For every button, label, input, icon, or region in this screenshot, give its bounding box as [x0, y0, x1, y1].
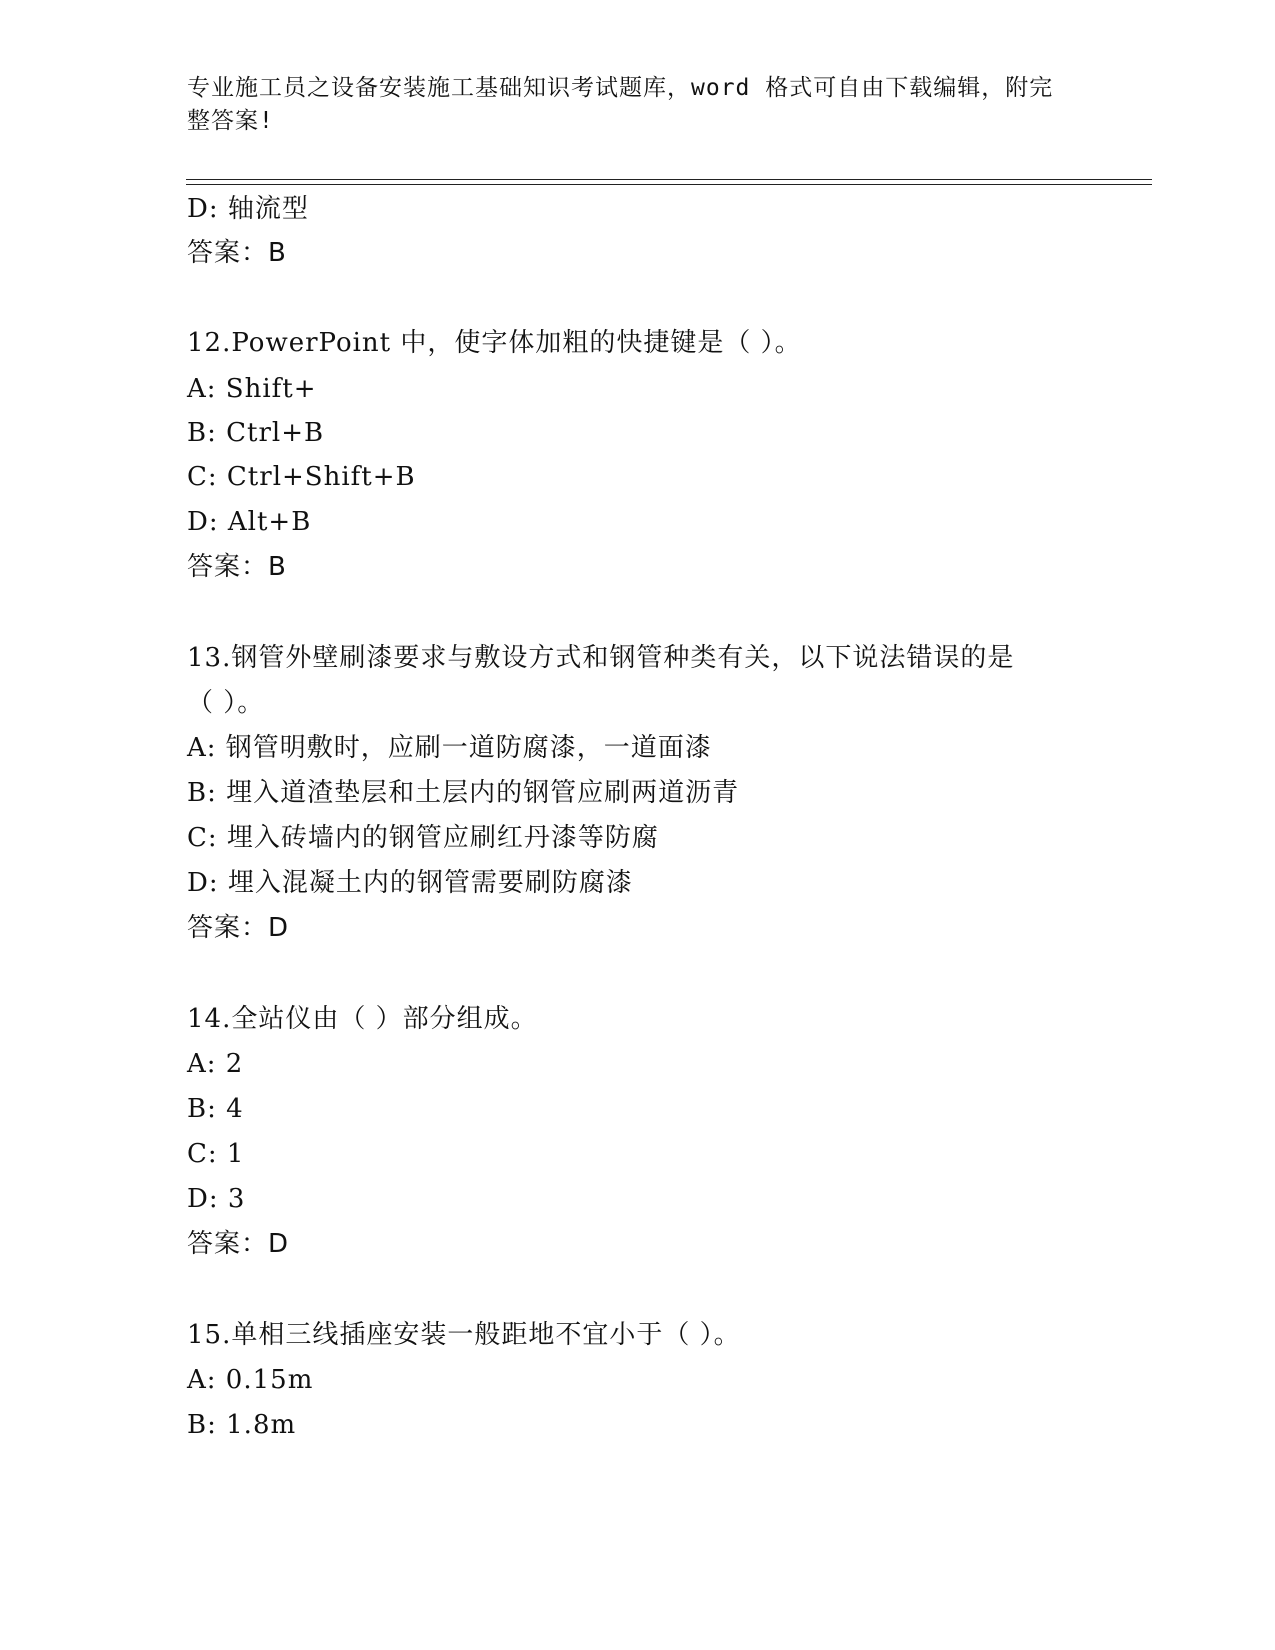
q12-option-a: A: Shift+: [187, 374, 317, 404]
header-line-1: 专业施工员之设备安装施工基础知识考试题库，word 格式可自由下载编辑，附完: [187, 75, 1054, 101]
q12-option-c: C: Ctrl+Shift+B: [187, 462, 416, 492]
q14-answer: 答案：D: [187, 1229, 290, 1259]
q13-answer: 答案：D: [187, 913, 290, 943]
q13-question-line-1: 13.钢管外壁刷漆要求与敷设方式和钢管种类有关，以下说法错误的是: [187, 643, 1015, 673]
q13-option-c: C: 埋入砖墙内的钢管应刷红丹漆等防腐: [187, 823, 659, 853]
q14-option-d: D: 3: [187, 1184, 246, 1214]
q14-option-c: C: 1: [187, 1139, 245, 1169]
q15-option-b: B: 1.8m: [187, 1410, 297, 1440]
q13-option-a: A: 钢管明敷时，应刷一道防腐漆，一道面漆: [187, 733, 712, 763]
q11-option-d: D: 轴流型: [187, 194, 309, 224]
header-rule-top: [186, 179, 1152, 180]
q14-question: 14.全站仪由（ ）部分组成。: [187, 1004, 538, 1034]
q13-question-line-2: （ ）。: [187, 688, 265, 718]
q12-question: 12.PowerPoint 中，使字体加粗的快捷键是（ ）。: [187, 328, 802, 358]
q12-option-d: D: Alt+B: [187, 507, 312, 537]
q15-question: 15.单相三线插座安装一般距地不宜小于（ ）。: [187, 1320, 741, 1350]
q15-option-a: A: 0.15m: [187, 1365, 314, 1395]
q12-answer: 答案：B: [187, 552, 287, 582]
header-rule-bottom: [186, 184, 1152, 185]
q14-option-b: B: 4: [187, 1094, 244, 1124]
q12-option-b: B: Ctrl+B: [187, 418, 325, 448]
q11-answer: 答案：B: [187, 238, 287, 268]
q13-option-b: B: 埋入道渣垫层和土层内的钢管应刷两道沥青: [187, 778, 740, 808]
q14-option-a: A: 2: [187, 1049, 244, 1079]
header-line-2: 整答案!: [187, 108, 274, 134]
document-header: [187, 72, 1067, 138]
q13-option-d: D: 埋入混凝土内的钢管需要刷防腐漆: [187, 868, 633, 898]
